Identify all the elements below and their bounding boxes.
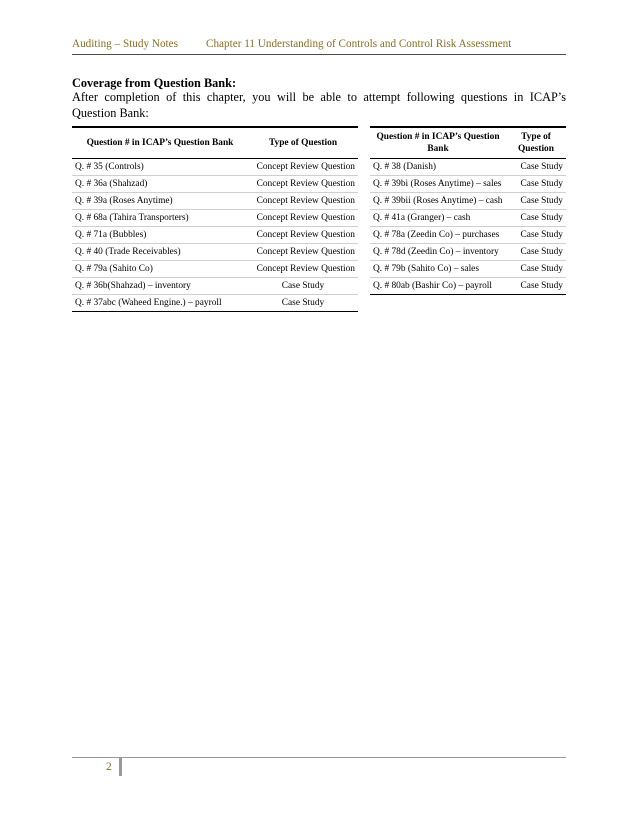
- type-cell: Concept Review Question: [248, 176, 358, 193]
- type-cell: Concept Review Question: [248, 261, 358, 278]
- question-cell: Q. # 37abc (Waheed Engine.) – payroll: [72, 295, 248, 312]
- intro-paragraph: After completion of this chapter, you will be able to attempt following questions in ICAP’s Question Bank:: [72, 90, 566, 120]
- type-cell: Case Study: [506, 159, 566, 176]
- column-header-question: Question # in ICAP’s Question Bank: [370, 127, 506, 159]
- type-cell: Concept Review Question: [248, 159, 358, 176]
- question-cell: Q. # 79b (Sahito Co) – sales: [370, 261, 506, 278]
- table-row: [72, 261, 358, 278]
- table-row: [370, 261, 566, 278]
- coverage-title: Coverage from Question Bank:: [72, 76, 237, 90]
- table-row: [370, 159, 566, 176]
- type-cell: Case Study: [506, 278, 566, 295]
- table-header-row: [370, 127, 566, 159]
- table-row: [370, 244, 566, 261]
- question-table-left: [72, 126, 358, 312]
- type-cell: Concept Review Question: [248, 210, 358, 227]
- type-cell: Case Study: [248, 278, 358, 295]
- question-cell: Q. # 68a (Tahira Transporters): [72, 210, 248, 227]
- question-cell: Q. # 39bi (Roses Anytime) – sales: [370, 176, 506, 193]
- type-cell: Case Study: [506, 244, 566, 261]
- question-cell: Q. # 71a (Bubbles): [72, 227, 248, 244]
- table-row: [72, 244, 358, 261]
- table-row: [72, 176, 358, 193]
- question-cell: Q. # 39a (Roses Anytime): [72, 193, 248, 210]
- type-cell: Case Study: [506, 261, 566, 278]
- table-row: [370, 210, 566, 227]
- question-cell: Q. # 40 (Trade Receivables): [72, 244, 248, 261]
- type-cell: Case Study: [506, 176, 566, 193]
- table-row: [370, 176, 566, 193]
- table-row: [72, 193, 358, 210]
- question-cell: Q. # 78a (Zeedin Co) – purchases: [370, 227, 506, 244]
- footer-rule: [72, 757, 566, 758]
- table-header-row: [72, 127, 358, 159]
- footer-divider: [119, 758, 122, 776]
- header-left-text: Auditing – Study Notes: [72, 38, 178, 50]
- question-cell: Q. # 39bii (Roses Anytime) – cash: [370, 193, 506, 210]
- page-number: 2: [106, 761, 112, 773]
- table-row: [370, 227, 566, 244]
- table-row: [72, 210, 358, 227]
- type-cell: Case Study: [506, 193, 566, 210]
- question-cell: Q. # 79a (Sahito Co): [72, 261, 248, 278]
- table-row: [72, 278, 358, 295]
- table-row: [72, 295, 358, 312]
- type-cell: Case Study: [506, 227, 566, 244]
- question-table-right: [370, 126, 566, 295]
- question-cell: Q. # 36b(Shahzad) – inventory: [72, 278, 248, 295]
- table-row: [72, 227, 358, 244]
- type-cell: Concept Review Question: [248, 193, 358, 210]
- question-cell: Q. # 38 (Danish): [370, 159, 506, 176]
- type-cell: Concept Review Question: [248, 244, 358, 261]
- table-row: [370, 193, 566, 210]
- column-header-type: Type of Question: [506, 127, 566, 159]
- type-cell: Case Study: [248, 295, 358, 312]
- question-cell: Q. # 35 (Controls): [72, 159, 248, 176]
- table-row: [72, 159, 358, 176]
- column-header-question: Question # in ICAP’s Question Bank: [72, 127, 248, 159]
- type-cell: Case Study: [506, 210, 566, 227]
- question-cell: Q. # 78d (Zeedin Co) – inventory: [370, 244, 506, 261]
- type-cell: Concept Review Question: [248, 227, 358, 244]
- question-cell: Q. # 36a (Shahzad): [72, 176, 248, 193]
- header-rule: [72, 54, 566, 55]
- column-header-type: Type of Question: [248, 127, 358, 159]
- question-cell: Q. # 80ab (Bashir Co) – payroll: [370, 278, 506, 295]
- header-right-text: Chapter 11 Understanding of Controls and Control Risk Assessment: [206, 38, 512, 50]
- table-row: [370, 278, 566, 295]
- question-cell: Q. # 41a (Granger) – cash: [370, 210, 506, 227]
